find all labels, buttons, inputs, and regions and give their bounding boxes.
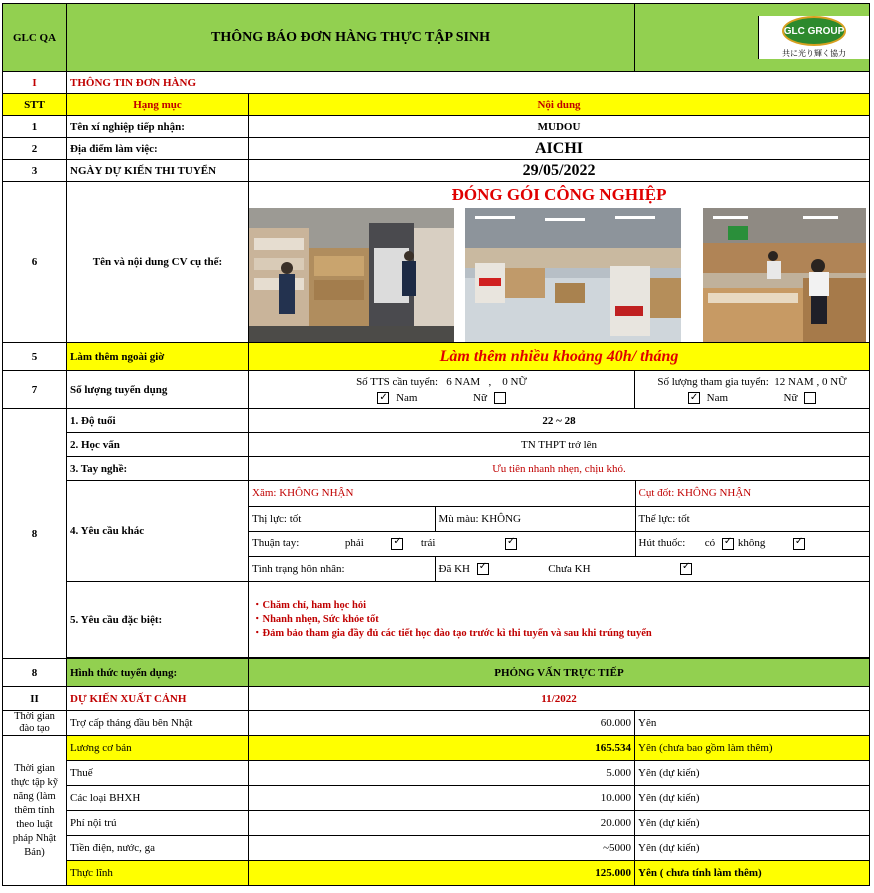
salary-item-label: Phí nội trú — [67, 811, 249, 836]
smoking-req — [635, 531, 870, 556]
logo-cell — [635, 4, 870, 72]
salary-item-amount: 165.534 — [249, 736, 635, 761]
smoke-no-label: không — [737, 537, 766, 550]
salary-row — [3, 761, 870, 786]
fitness-req: Thể lực: tốt — [635, 506, 870, 531]
vision-req: Thị lực: tốt — [249, 506, 435, 531]
marital-label: Tình trạng hôn nhân: — [249, 556, 435, 581]
salary-item-note: Yên (chưa bao gồm làm thêm) — [635, 736, 870, 761]
exam-date-row — [3, 160, 870, 182]
needed-separator: , — [488, 375, 492, 388]
row-num: 5 — [3, 343, 67, 371]
order-table — [2, 3, 870, 886]
salary-row — [3, 711, 870, 736]
salary-row — [3, 811, 870, 836]
req-num: 8 — [3, 409, 67, 659]
smoke-label: Hút thuốc: — [638, 537, 686, 550]
salary-item-amount: ~5000 — [249, 836, 635, 861]
education-label: 2. Học vấn — [67, 433, 249, 457]
salary-row — [3, 861, 870, 886]
salary-item-note: Yên — [635, 711, 870, 736]
join-label: Số lượng tham gia tuyển: — [657, 375, 769, 388]
form-label: Hình thức tuyển dụng: — [67, 659, 249, 687]
special-req-item: ・Nhanh nhẹn, Sức khỏe tốt — [252, 613, 379, 625]
join-female-checkbox[interactable] — [804, 392, 816, 404]
company-label: Tên xí nghiệp tiếp nhận: — [67, 116, 249, 138]
education-row — [3, 433, 870, 457]
salary-row — [3, 836, 870, 861]
company-value: MUDOU — [249, 116, 870, 138]
warehouse-photo-hall — [465, 208, 681, 342]
training-period-label: Thời gian đào tạo — [3, 711, 67, 736]
join-male: 12 NAM — [774, 375, 814, 388]
quantity-row — [3, 371, 870, 409]
salary-item-note: Yên (dự kiến) — [635, 836, 870, 861]
overtime-row — [3, 343, 870, 371]
needed-male: 6 NAM — [446, 375, 481, 388]
smoke-yes-checkbox[interactable] — [722, 538, 734, 550]
location-label: Địa điểm làm việc: — [67, 138, 249, 160]
married-label: Đã KH — [438, 562, 470, 575]
net-pay-amount: 125.000 — [249, 861, 635, 886]
quantity-join — [635, 371, 870, 409]
male-label: Nam — [706, 391, 729, 404]
table-head-row — [3, 94, 870, 116]
net-pay-label: Thực lĩnh — [67, 861, 249, 886]
row-num: 1 — [3, 116, 67, 138]
section-1-row — [3, 72, 870, 94]
needed-female-checkbox[interactable] — [494, 392, 506, 404]
location-row — [3, 138, 870, 160]
hand-right-label: phải — [344, 537, 364, 550]
exam-date-label: NGÀY DỰ KIẾN THI TUYỂN — [67, 160, 249, 182]
single-label: Chưa KH — [548, 562, 591, 575]
row-num: 2 — [3, 138, 67, 160]
smoke-yes-label: có — [704, 537, 716, 550]
hand-right-checkbox[interactable] — [391, 538, 403, 550]
age-label: 1. Độ tuổi — [67, 409, 249, 433]
hand-left-label: trái — [420, 537, 436, 550]
logo-mark: GLC GROUP — [782, 16, 846, 46]
row-num: 7 — [3, 371, 67, 409]
job-title: ĐÓNG GÓI CÔNG NGHIỆP — [451, 185, 667, 204]
section-1-num: I — [3, 72, 67, 94]
job-content — [249, 182, 870, 343]
logo — [758, 16, 869, 59]
join-male-checkbox[interactable] — [688, 392, 700, 404]
salary-item-label: Trợ cấp tháng đầu bên Nhật — [67, 711, 249, 736]
salary-row — [3, 786, 870, 811]
other-req-row — [3, 481, 870, 582]
skill-value: Ưu tiên nhanh nhẹn, chịu khó. — [249, 457, 870, 481]
header-row — [3, 4, 870, 72]
smoke-no-checkbox[interactable] — [793, 538, 805, 550]
internship-period-label: Thời gian thực tập kỹ năng (làm thêm tính theo luật pháp Nhật Bản) — [3, 736, 67, 886]
other-req-label: 4. Yêu cầu khác — [67, 481, 249, 582]
special-req-item: ・Đảm bảo tham gia đầy đủ các tiết học đào tạo trước kì thi tuyển và sau khi trúng tuyển — [252, 627, 652, 639]
special-req-list — [249, 582, 870, 658]
form-row — [3, 659, 870, 687]
married-checkbox[interactable] — [477, 563, 489, 575]
needed-label: Số TTS cần tuyển: — [356, 375, 439, 388]
salary-item-note: Yên (dự kiến) — [635, 786, 870, 811]
stt-header: STT — [3, 94, 67, 116]
age-row — [3, 409, 870, 433]
salary-item-label: Các loại BHXH — [67, 786, 249, 811]
content-header: Nội dung — [249, 94, 870, 116]
female-label: Nữ — [473, 391, 487, 404]
company-row — [3, 116, 870, 138]
skill-label: 3. Tay nghề: — [67, 457, 249, 481]
item-header: Hạng mục — [67, 94, 249, 116]
salary-row — [3, 736, 870, 761]
salary-item-label: Tiền điện, nước, ga — [67, 836, 249, 861]
departure-date: 11/2022 — [249, 687, 870, 711]
row-num: 6 — [3, 182, 67, 343]
overtime-label: Làm thêm ngoài giờ — [67, 343, 249, 371]
salary-item-amount: 60.000 — [249, 711, 635, 736]
salary-item-note: Yên (dự kiến) — [635, 761, 870, 786]
male-label: Nam — [396, 391, 418, 404]
warehouse-photo-forklift — [249, 208, 454, 342]
colorblind-req: Mù màu: KHÔNG — [435, 506, 635, 531]
overtime-value: Làm thêm nhiều khoảng 40h/ tháng — [249, 343, 870, 371]
section-2-row — [3, 687, 870, 711]
form-num: 8 — [3, 659, 67, 687]
salary-item-label: Thuế — [67, 761, 249, 786]
salary-item-note: Yên (dự kiến) — [635, 811, 870, 836]
skill-row — [3, 457, 870, 481]
hand-label: Thuận tay: — [252, 537, 300, 550]
job-label: Tên và nội dung CV cụ thể: — [67, 182, 249, 343]
location-value: AICHI — [249, 138, 870, 160]
join-female: , 0 NỮ — [816, 375, 847, 388]
special-req-item: ・Chăm chỉ, ham học hỏi — [252, 599, 367, 611]
page-title: THÔNG BÁO ĐƠN HÀNG THỰC TẬP SINH — [67, 4, 635, 72]
quantity-label: Số lượng tuyển dụng — [67, 371, 249, 409]
form-value: PHỎNG VẤN TRỰC TIẾP — [249, 659, 870, 687]
handedness-req — [249, 531, 635, 556]
needed-male-checkbox[interactable] — [377, 392, 389, 404]
exam-date-value: 29/05/2022 — [249, 160, 870, 182]
female-label: Nữ — [783, 391, 798, 404]
special-req-row — [3, 582, 870, 658]
needed-female: 0 NỮ — [502, 375, 527, 388]
salary-item-amount: 20.000 — [249, 811, 635, 836]
org-label: GLC QA — [3, 4, 67, 72]
tattoo-req: Xăm: KHÔNG NHẬN — [249, 481, 635, 506]
salary-item-amount: 5.000 — [249, 761, 635, 786]
warehouse-photo-workers — [703, 208, 866, 342]
hand-left-checkbox[interactable] — [505, 538, 517, 550]
salary-item-label: Lương cơ bản — [67, 736, 249, 761]
job-row — [3, 182, 870, 343]
age-value: 22 ~ 28 — [249, 409, 870, 433]
section-1-title: THÔNG TIN ĐƠN HÀNG — [67, 72, 870, 94]
logo-slogan: 共に光り輝く協力 — [782, 49, 847, 58]
net-pay-note: Yên ( chưa tính làm thêm) — [635, 861, 870, 886]
education-value: TN THPT trở lên — [249, 433, 870, 457]
section-2-title: DỰ KIẾN XUẤT CẢNH — [67, 687, 249, 711]
special-req-label: 5. Yêu cầu đặc biệt: — [67, 582, 249, 658]
quantity-needed — [249, 371, 635, 409]
row-num: 3 — [3, 160, 67, 182]
finger-req: Cụt đốt: KHÔNG NHẬN — [635, 481, 870, 506]
section-2-num: II — [3, 687, 67, 711]
salary-item-amount: 10.000 — [249, 786, 635, 811]
marital-options — [435, 556, 870, 581]
single-checkbox[interactable] — [680, 563, 692, 575]
other-req-content — [249, 481, 870, 582]
